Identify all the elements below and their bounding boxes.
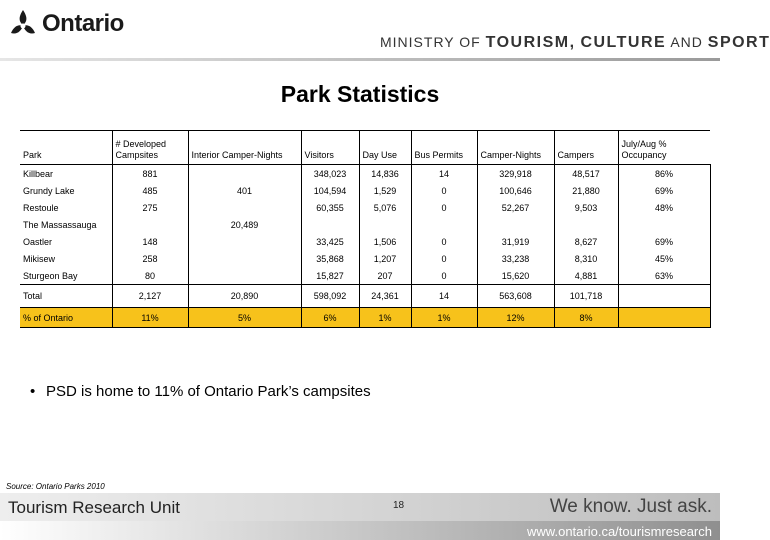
footer [0, 493, 720, 540]
table-cell: 0 [411, 182, 477, 199]
ministry-culture: CULTURE [580, 34, 667, 51]
table-cell: 8,627 [554, 233, 618, 250]
table-cell: 0 [411, 250, 477, 267]
ministry-and: AND [670, 34, 703, 50]
table-cell: 100,646 [477, 182, 554, 199]
table-cell: 15,827 [301, 267, 359, 285]
table-cell: 275 [112, 199, 188, 216]
park-statistics-table [20, 130, 710, 328]
row-label: Mikisew [23, 253, 56, 264]
table-cell: 69% [618, 182, 710, 199]
header-developed-campsites: # Developed Campsites [112, 131, 188, 165]
table-cell: 329,918 [477, 165, 554, 183]
table-row [20, 233, 710, 250]
table-cell: 0 [411, 233, 477, 250]
page-title: Park Statistics [280, 81, 440, 107]
table-cell: 1,529 [359, 182, 411, 199]
header-bus-permits: Bus Permits [411, 131, 477, 165]
table-cell: 1% [359, 308, 411, 328]
table-cell [359, 216, 411, 233]
table-cell: 31,919 [477, 233, 554, 250]
table-cell: 12% [477, 308, 554, 328]
table-cell: 63% [618, 267, 710, 285]
table-cell: 598,092 [301, 285, 359, 308]
logo-text: Ontario [42, 10, 124, 37]
table-row [20, 182, 710, 199]
table-cell: 485 [112, 182, 188, 199]
table-cell: 0 [411, 267, 477, 285]
table-cell [112, 216, 188, 233]
table-cell: 401 [188, 182, 301, 199]
table-row [20, 199, 710, 216]
table-row [20, 250, 710, 267]
header [0, 0, 770, 62]
table-cell: 207 [359, 267, 411, 285]
row-label: Killbear [23, 168, 54, 179]
table-cell: 14 [411, 165, 477, 183]
table-cell: 69% [618, 233, 710, 250]
table-cell: 5% [188, 308, 301, 328]
ministry-prefix: MINISTRY OF [380, 34, 481, 50]
table-cell [188, 267, 301, 285]
key-finding-text: PSD is home to 11% of Ontario Park’s campsites [46, 383, 371, 400]
total-row [20, 285, 710, 308]
table-cell: 9,503 [554, 199, 618, 216]
table-cell: 1% [411, 308, 477, 328]
table-cell [618, 308, 710, 328]
table-cell: 104,594 [301, 182, 359, 199]
row-label: Total [20, 285, 112, 308]
header-interior-camper-nights: Interior Camper-Nights [188, 131, 301, 165]
header-visitors: Visitors [301, 131, 359, 165]
table-cell: 563,608 [477, 285, 554, 308]
bullet-icon: • [30, 383, 36, 400]
table-cell: 52,267 [477, 199, 554, 216]
table-cell [618, 216, 710, 233]
table-cell: 1,506 [359, 233, 411, 250]
header-park: Park [23, 150, 42, 160]
table-cell: 0 [411, 199, 477, 216]
footer-tagline: We know. Just ask. [549, 496, 712, 517]
table-cell: 80 [112, 267, 188, 285]
table-cell: 4,881 [554, 267, 618, 285]
footer-url-bar [0, 521, 720, 540]
table-cell: 258 [112, 250, 188, 267]
table-cell: 24,361 [359, 285, 411, 308]
header-day-use: Day Use [359, 131, 411, 165]
footer-unit: Tourism Research Unit [8, 498, 180, 517]
table-cell: 14 [411, 285, 477, 308]
header-divider [0, 58, 720, 61]
table-cell: 35,868 [301, 250, 359, 267]
table-cell: 1,207 [359, 250, 411, 267]
table-cell: 8% [554, 308, 618, 328]
table-cell: 21,880 [554, 182, 618, 199]
table-cell: 881 [112, 165, 188, 183]
table-cell: 20,489 [188, 216, 301, 233]
table-cell [411, 216, 477, 233]
table-cell: 101,718 [554, 285, 618, 308]
table-cell: 14,836 [359, 165, 411, 183]
table-cell [188, 165, 301, 183]
table-cell: 33,425 [301, 233, 359, 250]
ministry-name [380, 34, 770, 52]
table-cell: 348,023 [301, 165, 359, 183]
row-label: The Massassauga [23, 219, 97, 230]
table-cell: 48,517 [554, 165, 618, 183]
table-cell: 48% [618, 199, 710, 216]
table-cell: 6% [301, 308, 359, 328]
table-cell [618, 285, 710, 308]
ontario-logo [8, 6, 123, 44]
table-cell [188, 199, 301, 216]
footer-bar [0, 493, 720, 521]
row-label: % of Ontario [20, 308, 112, 328]
table-cell: 15,620 [477, 267, 554, 285]
table-cell: 86% [618, 165, 710, 183]
table-row [20, 267, 710, 285]
table-header-row [20, 131, 710, 165]
table-cell: 148 [112, 233, 188, 250]
table-cell [188, 233, 301, 250]
table-cell: 20,890 [188, 285, 301, 308]
table-cell [301, 216, 359, 233]
table-cell: 2,127 [112, 285, 188, 308]
row-label: Sturgeon Bay [23, 270, 78, 281]
table-cell [188, 250, 301, 267]
table-cell: 60,355 [301, 199, 359, 216]
footer-url: www.ontario.ca/tourismresearch [527, 524, 712, 539]
header-campers: Campers [554, 131, 618, 165]
page-number: 18 [393, 500, 405, 511]
row-label: Restoule [23, 202, 59, 213]
table-row [20, 165, 710, 183]
trillium-icon [8, 8, 38, 40]
table-row [20, 216, 710, 233]
row-label: Oastler [23, 236, 53, 247]
table-cell [477, 216, 554, 233]
table-cell: 8,310 [554, 250, 618, 267]
table-cell: 45% [618, 250, 710, 267]
table-cell [554, 216, 618, 233]
header-occupancy: July/Aug % Occupancy [618, 131, 710, 165]
header-camper-nights: Camper-Nights [477, 131, 554, 165]
row-label: Grundy Lake [23, 185, 75, 196]
ministry-sport: SPORT [707, 34, 770, 51]
table-cell: 11% [112, 308, 188, 328]
table-cell: 5,076 [359, 199, 411, 216]
percent-row [20, 308, 710, 328]
source-note: Source: Ontario Parks 2010 [6, 482, 105, 491]
ministry-tourism: TOURISM, [485, 34, 576, 51]
table-cell: 33,238 [477, 250, 554, 267]
